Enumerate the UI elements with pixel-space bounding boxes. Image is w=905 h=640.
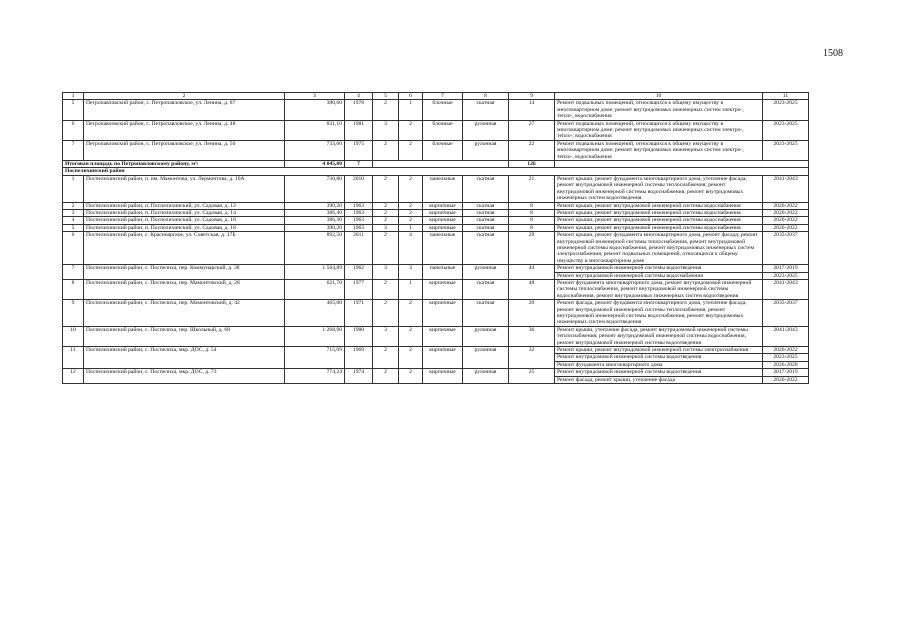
area-cell: 715,09: [285, 347, 345, 369]
total-flats-cell: 126: [509, 161, 555, 168]
column-number-cell: 10: [555, 93, 763, 100]
column-number-cell: 5: [373, 93, 399, 100]
column-number-cell: 1: [63, 93, 84, 100]
address-cell: Поспелихинский район, с. Поспелиха, пер. Школьный, д. 68: [84, 326, 285, 346]
entrances-cell: 1: [399, 279, 423, 299]
address-cell: Поспелихинский район, п. Поспелихинский, ул. Садовая, д. 14: [84, 209, 285, 216]
wall-material-cell: панельные: [423, 175, 463, 202]
column-number-cell: 7: [423, 93, 463, 100]
year-cell: 1963: [345, 209, 373, 216]
column-number-cell: 4: [345, 93, 373, 100]
roof-type-cell: скатная: [463, 202, 509, 209]
repair-program-table: [62, 92, 809, 384]
page-number: 1508: [823, 48, 843, 59]
table-row: [63, 265, 809, 272]
table-row: [63, 347, 809, 354]
year-cell: 1980: [345, 326, 373, 346]
flats-cell: 32: [509, 347, 555, 369]
row-number-cell: 8: [63, 279, 84, 299]
flats-cell: 36: [509, 326, 555, 346]
period-cell: 2020-2022: [763, 217, 809, 224]
column-number-cell: 6: [399, 93, 423, 100]
column-number-cell: 11: [763, 93, 809, 100]
floors-cell: 2: [373, 140, 399, 160]
row-number-cell: 7: [63, 265, 84, 280]
year-cell: 1963: [345, 224, 373, 231]
period-cell: 2035-2037: [763, 232, 809, 265]
row-number-cell: 9: [63, 300, 84, 327]
floors-cell: 2: [373, 279, 399, 299]
year-cell: 1969: [345, 347, 373, 369]
table-row: [63, 140, 809, 160]
entrances-cell: 1: [399, 100, 423, 120]
flats-cell: 8: [509, 202, 555, 209]
floors-cell: 2: [373, 175, 399, 202]
area-cell: 730,80: [285, 175, 345, 202]
year-cell: 1977: [345, 279, 373, 299]
year-cell: 1975: [345, 140, 373, 160]
table-row: [63, 100, 809, 120]
section-title-cell: Поспелихинский район: [63, 168, 809, 175]
entrances-cell: 2: [399, 175, 423, 202]
works-cell: Ремонт крыши, ремонт фундамента многоквартирного дома, утепление фасада; ремонт внутридомовой инженерной системы теплоснабжения; ремонт внутридомовой инженерной системы водоснабжения, ремонт внутридомовых инженерных систем водоотведения: [555, 175, 763, 202]
address-cell: Поспелихинский район, с. Поспелиха, мкр. ДОС, д. 73: [84, 369, 285, 384]
works-cell: Ремонт крыши, ремонт внутридомовой инженерной системы водоснабжения: [555, 224, 763, 231]
wall-material-cell: кирпичные: [423, 279, 463, 299]
works-cell: Ремонт крыши, утепление фасада, ремонт внутридомовой инженерной системы теплоснабжения, ремонт внутридомовой инженерной системы водоснабжения, ремонт внутридомовой инженерной системы водоотведения: [555, 326, 763, 346]
address-cell: Поспелихинский район, п. Поспелихинский, ул. Садовая, д. 12: [84, 202, 285, 209]
period-cell: 2023-2025: [763, 140, 809, 160]
flats-cell: 27: [509, 120, 555, 140]
works-cell: Ремонт фундамента многоквартирного дома: [555, 361, 763, 368]
roof-type-cell: скатная: [463, 100, 509, 120]
year-cell: 1981: [345, 120, 373, 140]
address-cell: Петропавловский район, с. Петропавловское, ул. Ленина, д. 48: [84, 120, 285, 140]
entrances-cell: 2: [399, 120, 423, 140]
roof-type-cell: скатная: [463, 224, 509, 231]
year-cell: 2010: [345, 175, 373, 202]
column-number-cell: 3: [285, 93, 345, 100]
year-cell: 1978: [345, 100, 373, 120]
wall-material-cell: кирпичные: [423, 202, 463, 209]
roof-type-cell: рулонная: [463, 140, 509, 160]
works-cell: Ремонт крыши, ремонт внутридомовой инженерной системы электроснабжения: [555, 347, 763, 354]
table-row: [63, 175, 809, 202]
works-cell: Ремонт крыши, ремонт внутридомовой инженерной системы водоснабжения: [555, 202, 763, 209]
wall-material-cell: кирпичные: [423, 347, 463, 369]
row-number-cell: 5: [63, 100, 84, 120]
entrances-cell: 1: [399, 224, 423, 231]
area-cell: 892,50: [285, 232, 345, 265]
floors-cell: 2: [373, 100, 399, 120]
column-number-cell: 2: [84, 93, 285, 100]
flats-cell: 25: [509, 369, 555, 384]
wall-material-cell: кирпичные: [423, 217, 463, 224]
works-cell: Ремонт фундамента многоквартирного дома, ремонт внутридомовой инженерной системы теплоснабжения, ремонт внутридомовой инженерной системы водоснабжения, ремонт внутридомовых инженерных систем водоотведения: [555, 279, 763, 299]
table-row: [63, 326, 809, 346]
floors-cell: 2: [373, 300, 399, 327]
table-body: [63, 93, 809, 384]
floors-cell: 3: [373, 265, 399, 280]
floors-cell: 3: [373, 224, 399, 231]
address-cell: Поспелихинский район, с. Красноярское, ул. Советская, д. 17Б: [84, 232, 285, 265]
entrances-cell: 2: [399, 300, 423, 327]
wall-material-cell: кирпичные: [423, 326, 463, 346]
table-row: [63, 217, 809, 224]
area-cell: 774,24: [285, 369, 345, 384]
total-area-cell: 4 045,80: [285, 161, 345, 168]
table-row: [63, 369, 809, 376]
entrances-cell: 3: [399, 265, 423, 280]
wall-material-cell: блочные: [423, 100, 463, 120]
floors-cell: 2: [373, 347, 399, 369]
period-cell: 2026-2028: [763, 361, 809, 368]
area-cell: 390,20: [285, 224, 345, 231]
period-cell: 2017-2019: [763, 265, 809, 272]
flats-cell: 20: [509, 300, 555, 327]
works-cell: Ремонт подвальных помещений, относящихся к общему имуществу в многоквартирном доме; ремонт внутридомовых инженерных систем электро-, тепло-, водоснабжения: [555, 140, 763, 160]
row-number-cell: 12: [63, 369, 84, 384]
entrances-cell: 4: [399, 232, 423, 265]
area-cell: 621,70: [285, 279, 345, 299]
wall-material-cell: кирпичные: [423, 209, 463, 216]
works-cell: Ремонт внутридомовой инженерной системы водоотведения: [555, 354, 763, 361]
year-cell: 1963: [345, 217, 373, 224]
entrances-cell: 2: [399, 217, 423, 224]
year-cell: 1962: [345, 265, 373, 280]
roof-type-cell: рулонная: [463, 347, 509, 369]
floors-cell: 3: [373, 326, 399, 346]
works-cell: Ремонт внутридомовой инженерной системы водоотведения: [555, 369, 763, 376]
flats-cell: 14: [509, 100, 555, 120]
row-number-cell: 2: [63, 202, 84, 209]
empty-cell: [555, 161, 809, 168]
period-cell: 2020-2022: [763, 209, 809, 216]
period-cell: 2041-2043: [763, 175, 809, 202]
column-number-cell: 8: [463, 93, 509, 100]
area-cell: 465,00: [285, 300, 345, 327]
row-number-cell: 5: [63, 224, 84, 231]
table-row: [63, 232, 809, 265]
column-number-row: [63, 93, 809, 100]
floors-cell: 2: [373, 217, 399, 224]
flats-cell: 22: [509, 140, 555, 160]
row-number-cell: 11: [63, 347, 84, 369]
area-cell: 733,60: [285, 140, 345, 160]
wall-material-cell: кирпичные: [423, 300, 463, 327]
works-cell: Ремонт крыши, ремонт внутридомовой инженерной системы водоснабжения: [555, 209, 763, 216]
table-row: [63, 279, 809, 299]
wall-material-cell: блочные: [423, 120, 463, 140]
flats-cell: 8: [509, 224, 555, 231]
roof-type-cell: рулонная: [463, 326, 509, 346]
works-cell: Ремонт крыши, ремонт внутридомовой инженерной системы водоснабжения: [555, 217, 763, 224]
flats-cell: 8: [509, 217, 555, 224]
area-cell: 1 268,90: [285, 326, 345, 346]
table-row: [63, 224, 809, 231]
floors-cell: 2: [373, 369, 399, 384]
row-number-cell: 1: [63, 175, 84, 202]
address-cell: Петропавловский район, с. Петропавловское, ул. Ленина, д. 87: [84, 100, 285, 120]
roof-type-cell: скатная: [463, 279, 509, 299]
period-cell: 2020-2022: [763, 347, 809, 354]
roof-type-cell: рулонная: [463, 265, 509, 280]
row-number-cell: 10: [63, 326, 84, 346]
works-cell: Ремонт подвальных помещений, относящихся к общему имуществу в многоквартирном доме; ремонт внутридомовых инженерных систем электро-, тепло-, водоснабжения: [555, 120, 763, 140]
roof-type-cell: скатная: [463, 300, 509, 327]
year-cell: 2011: [345, 232, 373, 265]
address-cell: Поспелихинский район, с. Поспелиха, пер. Мамонтовский, д. 42: [84, 300, 285, 327]
flats-cell: 48: [509, 279, 555, 299]
total-label-cell: Итоговая площадь по Петропавловскому району, м²:: [63, 161, 285, 168]
address-cell: Поспелихинский район, с. Поспелиха, пер. Коммунарский, д. 38: [84, 265, 285, 280]
roof-type-cell: скатная: [463, 175, 509, 202]
works-cell: Ремонт фасада, ремонт фундамента многоквартирного дома, утепление фасада; ремонт внутридомовой инженерной системы теплоснабжения, ремонт внутридомовой инженерной системы водоснабжения, ремонт внутридомовых инженерных систем водоотведения: [555, 300, 763, 327]
table-row: [63, 120, 809, 140]
address-cell: Поспелихинский район, п. им. Мамонтова, ул. Лермонтова, д. 10А: [84, 175, 285, 202]
area-cell: 386,40: [285, 209, 345, 216]
floors-cell: 2: [373, 202, 399, 209]
address-cell: Поспелихинский район, п. Поспелихинский, ул. Садовая, д. 16: [84, 217, 285, 224]
flats-cell: 29: [509, 232, 555, 265]
wall-material-cell: панельные: [423, 265, 463, 280]
area-cell: 1 564,89: [285, 265, 345, 280]
wall-material-cell: кирпичные: [423, 369, 463, 384]
year-cell: 1974: [345, 369, 373, 384]
section-title-row: [63, 168, 809, 175]
floors-cell: 3: [373, 120, 399, 140]
period-cell: 2020-2022: [763, 202, 809, 209]
floors-cell: 2: [373, 232, 399, 265]
entrances-cell: 2: [399, 326, 423, 346]
empty-cell: [373, 161, 509, 168]
period-cell: 2023-2025: [763, 272, 809, 279]
area-cell: 380,60: [285, 100, 345, 120]
period-cell: 2023-2025: [763, 100, 809, 120]
total-houses-cell: 7: [345, 161, 373, 168]
address-cell: Поспелихинский район, с. Поспелиха, мкр. ДОС, д. 54: [84, 347, 285, 369]
works-cell: Ремонт крыши, ремонт фундамента многоквартирного дома, ремонт фасада; ремонт внутридомовой инженерной системы теплоснабжения, ремонт внутридомовой инженерной системы водоснабжения, ремонт внутридомовых инженерных систем электроснабжения, ремонт подвальных помещений, относящихся к общему имуществу в многоквартирном доме: [555, 232, 763, 265]
period-cell: 2023-2025: [763, 354, 809, 361]
flats-cell: 44: [509, 265, 555, 280]
flats-cell: 21: [509, 175, 555, 202]
row-number-cell: 3: [63, 209, 84, 216]
area-cell: 390,20: [285, 202, 345, 209]
roof-type-cell: рулонная: [463, 369, 509, 384]
wall-material-cell: панельные: [423, 232, 463, 265]
row-number-cell: 6: [63, 120, 84, 140]
roof-type-cell: рулонная: [463, 120, 509, 140]
period-cell: 2020-2022: [763, 376, 809, 383]
period-cell: 2017-2019: [763, 369, 809, 376]
period-cell: 2020-2022: [763, 224, 809, 231]
works-cell: Ремонт внутридомовой инженерной системы водоотведения: [555, 265, 763, 272]
row-number-cell: 4: [63, 217, 84, 224]
table-row: [63, 300, 809, 327]
works-cell: Ремонт внутридомовой инженерной системы водоснабжения: [555, 272, 763, 279]
entrances-cell: 2: [399, 369, 423, 384]
row-number-cell: 6: [63, 232, 84, 265]
period-cell: 2041-2043: [763, 326, 809, 346]
roof-type-cell: скатная: [463, 209, 509, 216]
entrances-cell: 2: [399, 347, 423, 369]
address-cell: Поспелихинский район, п. Поспелихинский, ул. Садовая, д. 18: [84, 224, 285, 231]
roof-type-cell: скатная: [463, 232, 509, 265]
area-cell: 386,30: [285, 217, 345, 224]
period-cell: 2041-2043: [763, 279, 809, 299]
works-cell: Ремонт фасада, ремонт крыши, утепление фасада: [555, 376, 763, 383]
floors-cell: 2: [373, 209, 399, 216]
table-row: [63, 202, 809, 209]
address-cell: Поспелихинский район, с. Поспелиха, пер. Мамонтовский, д. 28: [84, 279, 285, 299]
roof-type-cell: скатная: [463, 217, 509, 224]
total-row: [63, 161, 809, 168]
flats-cell: 8: [509, 209, 555, 216]
wall-material-cell: кирпичные: [423, 224, 463, 231]
year-cell: 1971: [345, 300, 373, 327]
entrances-cell: 2: [399, 209, 423, 216]
area-cell: 831,10: [285, 120, 345, 140]
period-cell: 2035-2037: [763, 300, 809, 327]
entrances-cell: 2: [399, 140, 423, 160]
column-number-cell: 9: [509, 93, 555, 100]
period-cell: 2023-2025: [763, 120, 809, 140]
table-row: [63, 209, 809, 216]
address-cell: Петропавловский район, с. Петропавловское, ул. Ленина, д. 50: [84, 140, 285, 160]
year-cell: 1963: [345, 202, 373, 209]
works-cell: Ремонт подвальных помещений, относящихся к общему имуществу в многоквартирном доме; ремонт внутридомовых инженерных систем электро-, тепло-, водоснабжения: [555, 100, 763, 120]
row-number-cell: 7: [63, 140, 84, 160]
wall-material-cell: блочные: [423, 140, 463, 160]
entrances-cell: 2: [399, 202, 423, 209]
